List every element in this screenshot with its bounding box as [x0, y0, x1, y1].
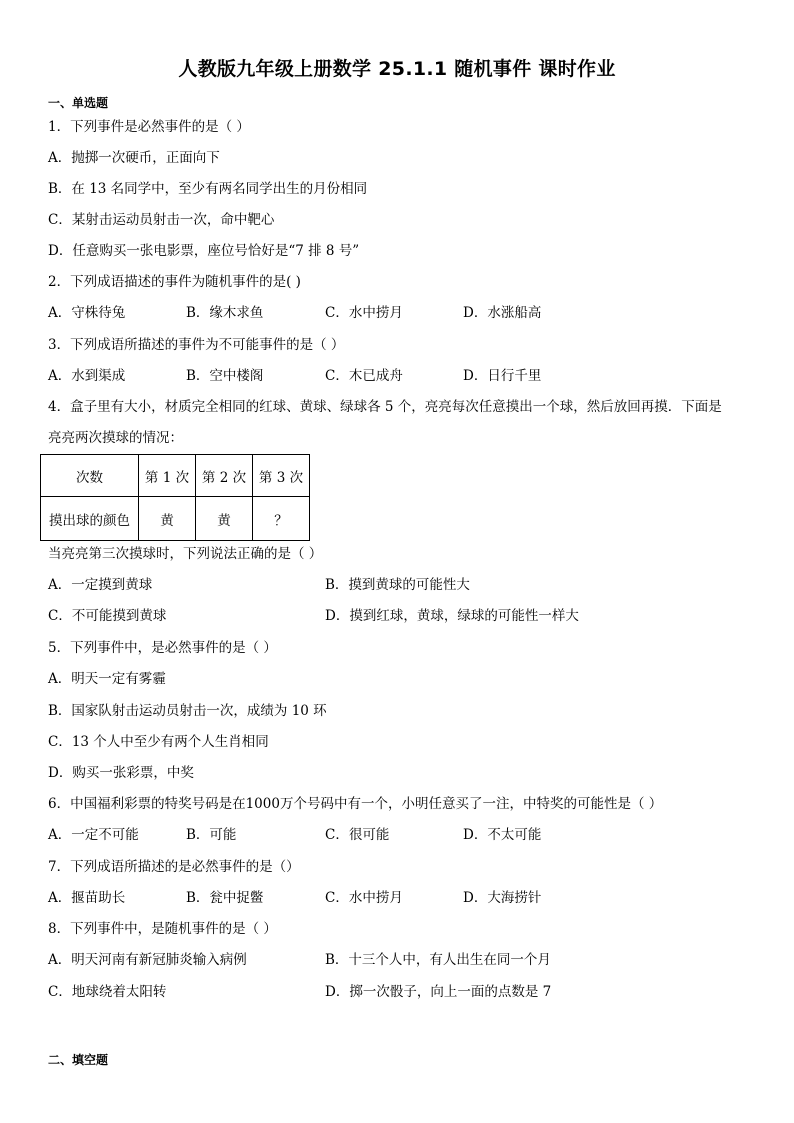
question-5-option-b: B．国家队射击运动员射击一次，成绩为 10 环 [48, 703, 327, 719]
table-cell: 摸出球的颜色 [41, 497, 139, 541]
question-4-option-a: A．一定摸到黄球 [48, 577, 153, 593]
question-7-option-a: A．揠苗助长 [48, 890, 126, 906]
question-6-option-b: B．可能 [186, 827, 237, 843]
draw-results-table [40, 454, 310, 541]
table-header-cell: 第 1 次 [139, 455, 196, 497]
question-4-stem-line-1: 4．盒子里有大小，材质完全相同的红球、黄球、绿球各 5 个，亮亮每次任意摸出一个球，然后放回再摸．下面是 [48, 399, 722, 415]
question-3-option-d: D．日行千里 [463, 368, 542, 384]
table-cell: 黄 [139, 497, 196, 541]
question-7-stem: 7．下列成语所描述的是必然事件的是（） [48, 859, 300, 875]
question-4-option-c: C．不可能摸到黄球 [48, 608, 167, 624]
question-1-option-a: A．抛掷一次硬币，正面向下 [48, 150, 220, 166]
table-header-cell: 第 3 次 [253, 455, 310, 497]
question-7-option-c: C．水中捞月 [325, 890, 403, 906]
question-5-stem: 5．下列事件中，是必然事件的是（ ） [48, 640, 277, 656]
question-8-option-d: D．掷一次骰子，向上一面的点数是 7 [325, 984, 552, 1000]
question-2-option-d: D．水涨船高 [463, 305, 542, 321]
table-header-cell: 次数 [41, 455, 139, 497]
question-3-option-a: A．水到渠成 [48, 368, 126, 384]
question-4-option-b: B．摸到黄球的可能性大 [325, 577, 470, 593]
question-4-stem-line-2: 亮亮两次摸球的情况： [48, 430, 183, 446]
table-row [41, 497, 310, 541]
question-2-option-a: A．守株待兔 [48, 305, 126, 321]
question-3-option-c: C．木已成舟 [325, 368, 403, 384]
question-5-option-a: A．明天一定有雾霾 [48, 671, 166, 687]
question-1-stem: 1．下列事件是必然事件的是（ ） [48, 119, 250, 135]
question-2-option-b: B．缘木求鱼 [186, 305, 264, 321]
question-4-question: 当亮亮第三次摸球时，下列说法正确的是（ ） [48, 546, 323, 562]
question-2-stem: 2．下列成语描述的事件为随机事件的是( ) [48, 274, 301, 290]
section-heading-single-choice: 一、单选题 [48, 96, 109, 110]
question-1-option-b: B．在 13 名同学中，至少有两名同学出生的月份相同 [48, 181, 368, 197]
question-7-option-b: B．瓮中捉鳖 [186, 890, 264, 906]
question-5-option-c: C．13 个人中至少有两个人生肖相同 [48, 734, 269, 750]
table-row [41, 455, 310, 497]
question-1-option-d: D．任意购买一张电影票，座位号恰好是“7 排 8 号” [48, 243, 360, 259]
question-8-option-b: B．十三个人中，有人出生在同一个月 [325, 952, 551, 968]
worksheet-title: 人教版九年级上册数学 25.1.1 随机事件 课时作业 [178, 58, 616, 80]
table-cell: ？ [253, 497, 310, 541]
table-cell: 黄 [196, 497, 253, 541]
question-1-option-c: C．某射击运动员射击一次，命中靶心 [48, 212, 275, 228]
question-6-option-d: D．不太可能 [463, 827, 542, 843]
question-2-option-c: C．水中捞月 [325, 305, 403, 321]
table-header-cell: 第 2 次 [196, 455, 253, 497]
question-3-option-b: B．空中楼阁 [186, 368, 264, 384]
question-8-option-c: C．地球绕着太阳转 [48, 984, 167, 1000]
question-6-stem: 6．中国福利彩票的特奖号码是在1000万个号码中有一个，小明任意买了一注，中特奖的可能性是（ ） [48, 796, 663, 812]
question-8-option-a: A．明天河南有新冠肺炎输入病例 [48, 952, 247, 968]
question-5-option-d: D．购买一张彩票，中奖 [48, 765, 194, 781]
question-6-option-a: A．一定不可能 [48, 827, 139, 843]
question-4-option-d: D．摸到红球，黄球，绿球的可能性一样大 [325, 608, 579, 624]
question-3-stem: 3．下列成语所描述的事件为不可能事件的是（ ） [48, 337, 345, 353]
question-6-option-c: C．很可能 [325, 827, 390, 843]
section-heading-fill-blank: 二、填空题 [48, 1053, 109, 1067]
question-8-stem: 8．下列事件中，是随机事件的是（ ） [48, 921, 277, 937]
question-7-option-d: D．大海捞针 [463, 890, 542, 906]
